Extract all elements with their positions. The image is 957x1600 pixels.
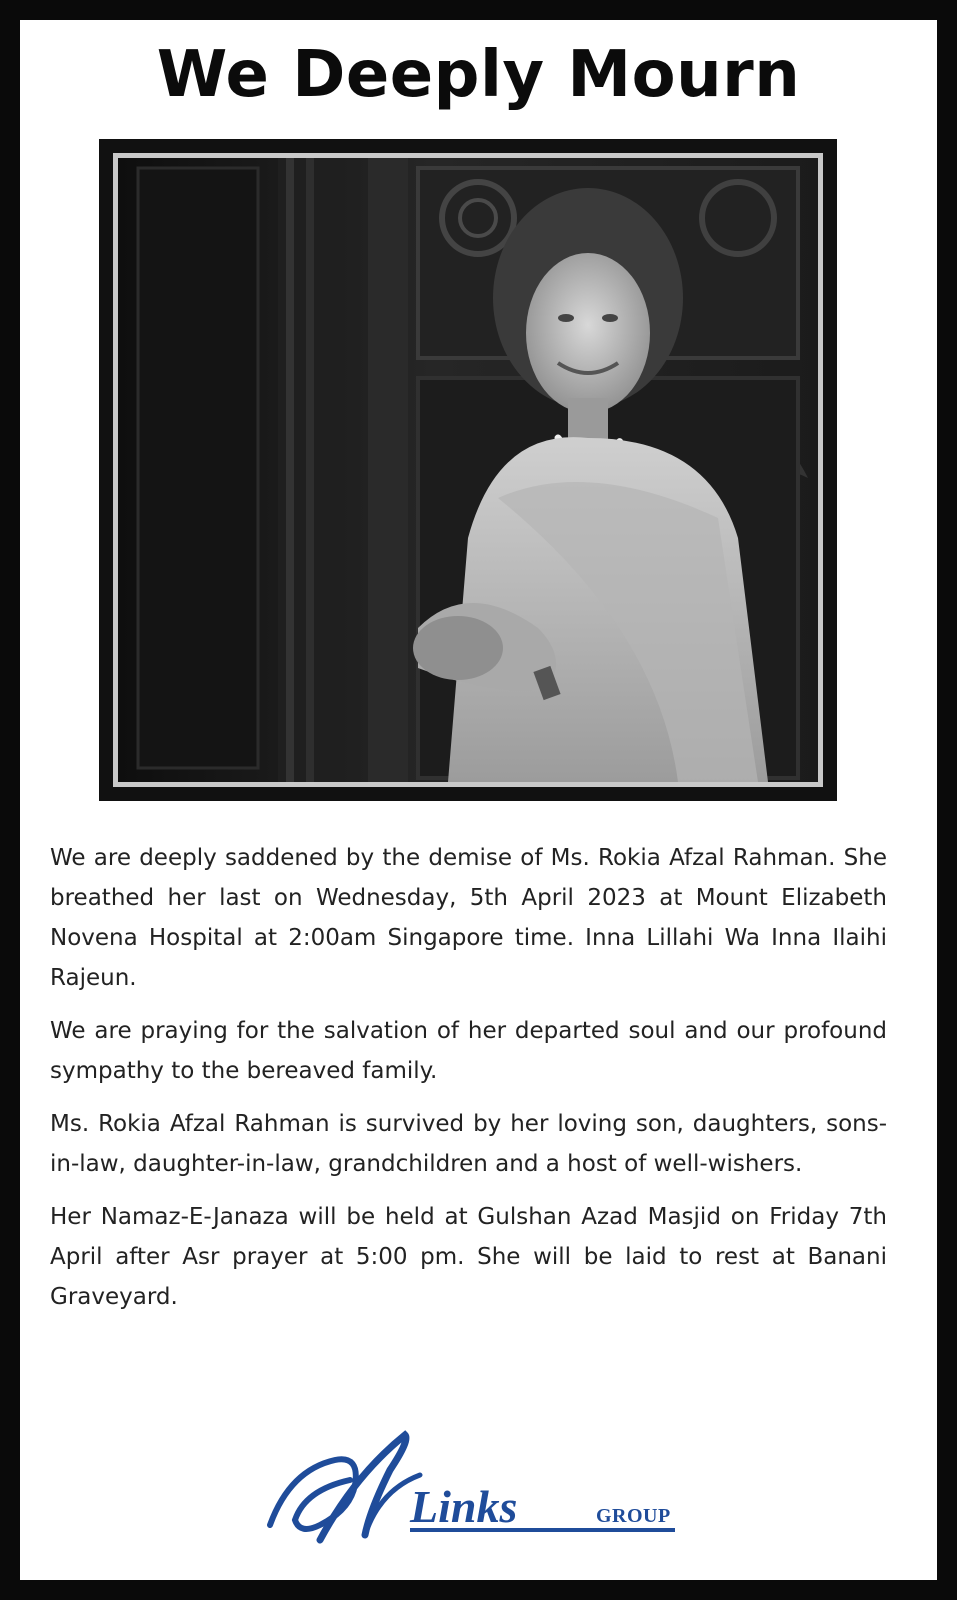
- paragraph-announcement: We are deeply saddened by the demise of Ms. Rokia Afzal Rahman. She breathed her last on Wednesday, 5th April 2023 at Mount Elizabeth Novena Hospital at 2:00am Singapore time. Inna Lillahi Wa Inna Ilaihi Rajeun.: [50, 845, 887, 991]
- paragraph-janaza: Her Namaz-E-Janaza will be held at Gulshan Azad Masjid on Friday 7th April after Asr prayer at 5:00 pm. She will be laid to rest at Banani Graveyard.: [50, 1204, 887, 1310]
- logo-wordmark: Links: [410, 1481, 518, 1532]
- portrait-photo: [118, 158, 818, 782]
- portrait-illustration: [118, 158, 818, 782]
- links-group-logo: [260, 1430, 680, 1555]
- logo-group-label: GROUP: [596, 1505, 671, 1527]
- obituary-body: [50, 838, 887, 1330]
- page-title: We Deeply Mourn: [156, 38, 801, 112]
- paragraph-survivors: Ms. Rokia Afzal Rahman is survived by her loving son, daughters, sons-in-law, daughter-in-law, grandchildren and a host of well-wishers.: [50, 1111, 887, 1177]
- paragraph-prayers: We are praying for the salvation of her departed soul and our profound sympathy to the bereaved family.: [50, 1018, 887, 1084]
- photo-frame: [99, 139, 837, 801]
- photo-mat: [113, 153, 823, 787]
